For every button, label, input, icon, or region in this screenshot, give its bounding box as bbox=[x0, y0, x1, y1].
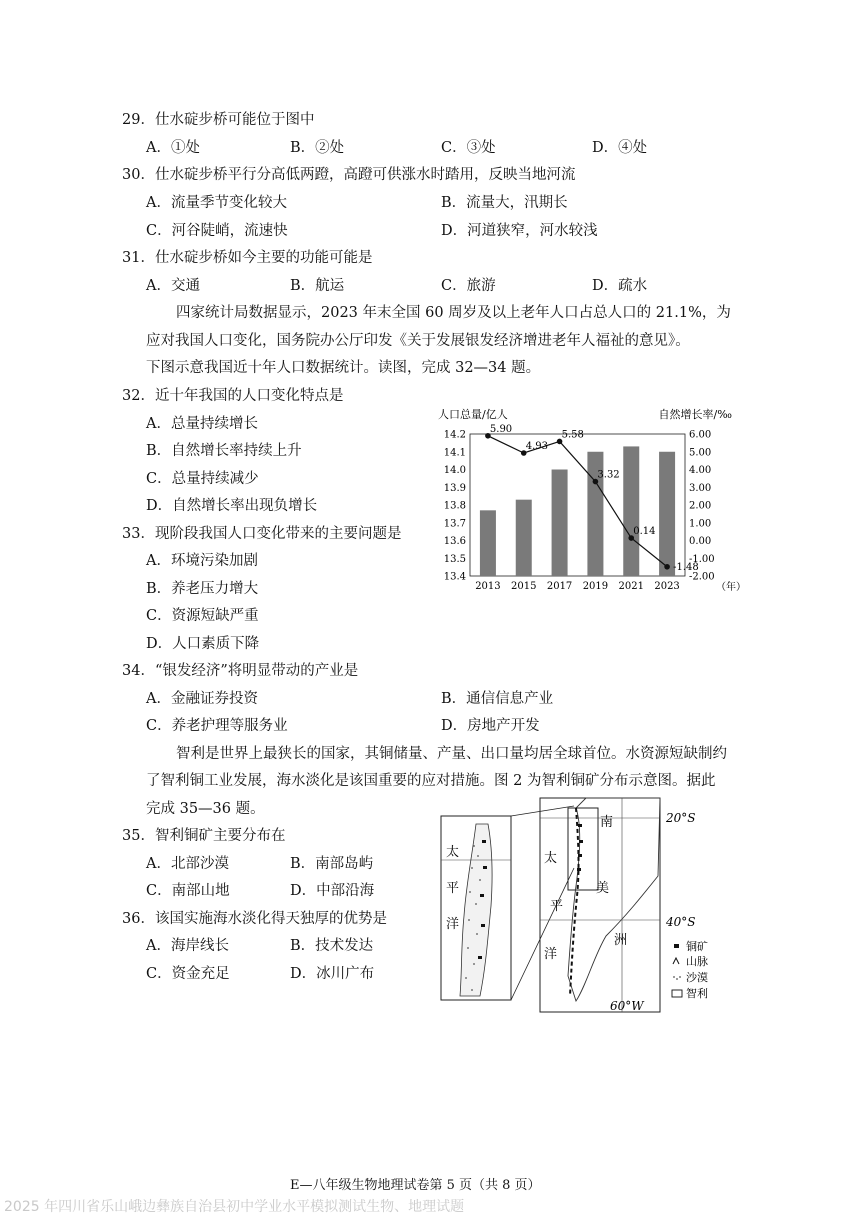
ocean-char-1: 太 bbox=[544, 851, 558, 866]
continent-char-3: 洲 bbox=[614, 933, 628, 948]
legend-chile-symbol bbox=[672, 990, 682, 997]
growth-rate-point bbox=[664, 564, 670, 570]
y2-tick-label: 3.00 bbox=[689, 482, 712, 494]
ocean-char-3: 洋 bbox=[544, 947, 558, 962]
y-tick-label: 13.6 bbox=[443, 536, 466, 547]
q34-option-d: D．房地产开发 bbox=[441, 718, 540, 734]
y-tick-label: 14.1 bbox=[443, 447, 466, 459]
growth-rate-label: 5.90 bbox=[489, 423, 513, 435]
growth-rate-label: 5.58 bbox=[561, 429, 584, 441]
growth-rate-label: 0.14 bbox=[633, 526, 656, 538]
legend-mountain-label: 山脉 bbox=[686, 955, 708, 968]
inset-connector-top bbox=[511, 806, 574, 816]
population-bar bbox=[623, 446, 639, 576]
q36-option-b: B．技术发达 bbox=[290, 938, 374, 954]
q35-option-d: D．中部沿海 bbox=[290, 883, 375, 899]
y2-tick-label: 6.00 bbox=[689, 429, 712, 441]
y2-tick-label: 0.00 bbox=[689, 536, 712, 547]
q33-option-b: B．养老压力增大 bbox=[146, 581, 259, 597]
inset-ocean-char-3: 洋 bbox=[446, 917, 460, 932]
q31-option-a: A．交通 bbox=[146, 278, 200, 294]
x-tick-label: 2013 bbox=[475, 581, 501, 592]
passage-2-line-2: 了智利铜工业发展，海水淡化是该国重要的应对措施。图 2 为智利铜矿分布示意图。据此 bbox=[146, 773, 716, 789]
x-tick-label: 2015 bbox=[511, 581, 537, 592]
inset-connector-bottom bbox=[511, 868, 574, 1000]
q29-option-b: B．②处 bbox=[290, 140, 345, 156]
ocean-char-2: 平 bbox=[550, 899, 564, 914]
y2-tick-label: 4.00 bbox=[689, 465, 712, 476]
legend-desert-label: 沙漠 bbox=[686, 971, 708, 984]
q32-option-b: B．自然增长率持续上升 bbox=[146, 443, 302, 459]
q35-option-b: B．南部岛屿 bbox=[290, 856, 374, 872]
continent-char-1: 南 bbox=[600, 815, 614, 830]
q34-option-c: C．养老护理等服务业 bbox=[146, 718, 288, 734]
chart-x-unit: （年） bbox=[716, 582, 746, 593]
watermark: 2025 年四川省乐山峨边彝族自治县初中学业水平模拟测试生物、地理试题 bbox=[4, 1199, 465, 1215]
legend-mountain-symbol bbox=[673, 958, 679, 964]
q29-option-c: C．③处 bbox=[441, 140, 496, 156]
y-tick-label: 13.5 bbox=[443, 553, 466, 565]
q29-option-a: A．①处 bbox=[146, 140, 200, 156]
y2-tick-label: 1.00 bbox=[689, 518, 712, 530]
q32-option-d: D．自然增长率出现负增长 bbox=[146, 498, 318, 514]
q36-option-a: A．海岸线长 bbox=[146, 938, 229, 954]
x-tick-label: 2021 bbox=[618, 581, 644, 592]
population-chart bbox=[430, 404, 746, 596]
q32-option-c: C．总量持续减少 bbox=[146, 471, 259, 487]
q29-option-d: D．④处 bbox=[592, 140, 648, 156]
passage-1-line-2: 应对我国人口变化，国务院办公厅印发《关于发展银发经济增进老年人福祉的意见》。 bbox=[146, 333, 690, 349]
inset-ocean-char-2: 平 bbox=[446, 881, 460, 896]
q35-option-c: C．南部山地 bbox=[146, 883, 230, 899]
population-bar bbox=[516, 500, 532, 576]
y-tick-label: 13.7 bbox=[443, 518, 466, 530]
passage-1-line-3: 下图示意我国近十年人口数据统计。读图，完成 32—34 题。 bbox=[146, 360, 541, 376]
q31-option-b: B．航运 bbox=[290, 278, 345, 294]
continent-char-2: 美 bbox=[596, 881, 610, 896]
y2-tick-label: 5.00 bbox=[689, 447, 712, 459]
q31-option-c: C．旅游 bbox=[441, 278, 496, 294]
y-tick-label: 14.2 bbox=[443, 429, 466, 441]
question-31-stem: 31．仕水碇步桥如今主要的功能可能是 bbox=[122, 250, 373, 266]
x-tick-label: 2019 bbox=[582, 581, 609, 592]
y-tick-label: 13.4 bbox=[443, 571, 466, 583]
question-35-stem: 35．智利铜矿主要分布在 bbox=[122, 828, 286, 844]
growth-rate-label: 3.32 bbox=[597, 469, 620, 481]
y2-tick-label: -1.00 bbox=[689, 553, 715, 565]
question-33-stem: 33．现阶段我国人口变化带来的主要问题是 bbox=[122, 526, 402, 542]
y-tick-label: 14.0 bbox=[443, 465, 466, 476]
growth-rate-line bbox=[488, 436, 667, 567]
x-tick-label: 2017 bbox=[546, 581, 573, 592]
population-bar bbox=[480, 510, 496, 576]
population-bar bbox=[552, 470, 568, 577]
lon-label: 60°W bbox=[610, 999, 644, 1013]
y-tick-label: 13.9 bbox=[443, 482, 466, 494]
legend-chile-label: 智利 bbox=[686, 987, 708, 1000]
population-bar bbox=[659, 452, 675, 576]
legend-copper-symbol bbox=[674, 944, 679, 948]
q31-option-d: D．疏水 bbox=[592, 278, 648, 294]
growth-rate-label: -1.48 bbox=[673, 561, 699, 573]
q30-option-c: C．河谷陡峭，流速快 bbox=[146, 223, 288, 239]
q33-option-d: D．人口素质下降 bbox=[146, 636, 260, 652]
q30-option-d: D．河道狭窄，河水较浅 bbox=[441, 223, 598, 239]
passage-2-line-1: 智利是世界上最狭长的国家，其铜储量、产量、出口量均居全球首位。水资源短缺制约 bbox=[176, 746, 727, 762]
q30-option-a: A．流量季节变化较大 bbox=[146, 195, 287, 211]
lat-label-top: 20°S bbox=[666, 811, 696, 825]
inset-land bbox=[460, 824, 492, 996]
page-footer: E—八年级生物地理试卷第 5 页（共 8 页） bbox=[290, 1178, 541, 1193]
q33-option-c: C．资源短缺严重 bbox=[146, 608, 259, 624]
passage-1-line-1: 四家统计局数据显示，2023 年末全国 60 周岁及以上老年人口占总人口的 21.1%，为 bbox=[176, 305, 731, 321]
chart-y-label: 人口总量/亿人 bbox=[438, 408, 508, 421]
y2-tick-label: 2.00 bbox=[689, 500, 712, 512]
lat-label-bottom: 40°S bbox=[666, 915, 696, 929]
q35-option-a: A．北部沙漠 bbox=[146, 856, 229, 872]
legend-desert-symbol bbox=[673, 976, 681, 980]
question-29-stem: 29．仕水碇步桥可能位于图中 bbox=[122, 112, 315, 128]
question-36-stem: 36．该国实施海水淡化得天独厚的优势是 bbox=[122, 911, 387, 927]
q33-option-a: A．环境污染加剧 bbox=[146, 553, 258, 569]
chile-copper-map bbox=[436, 796, 730, 1014]
south-america-outline bbox=[568, 798, 660, 1001]
question-32-stem: 32．近十年我国的人口变化特点是 bbox=[122, 388, 344, 404]
passage-2-line-3: 完成 35—36 题。 bbox=[146, 801, 265, 817]
detail-box bbox=[568, 808, 598, 890]
question-30-stem: 30．仕水碇步桥平行分高低两蹬，高蹬可供涨水时踏用，反映当地河流 bbox=[122, 167, 576, 183]
x-tick-label: 2023 bbox=[654, 581, 680, 592]
chart-y2-label: 自然增长率/‰ bbox=[658, 408, 732, 421]
question-34-stem: 34．“银发经济”将明显带动的产业是 bbox=[122, 663, 359, 679]
q34-option-b: B．通信信息产业 bbox=[441, 691, 554, 707]
legend-copper-label: 铜矿 bbox=[686, 940, 708, 953]
growth-rate-label: 4.93 bbox=[525, 440, 549, 452]
q30-option-b: B．流量大，汛期长 bbox=[441, 195, 568, 211]
q34-option-a: A．金融证券投资 bbox=[146, 691, 258, 707]
q32-option-a: A．总量持续增长 bbox=[146, 416, 258, 432]
inset-ocean-char-1: 太 bbox=[446, 845, 460, 860]
q36-option-c: C．资金充足 bbox=[146, 966, 230, 982]
q36-option-d: D．冰川广布 bbox=[290, 966, 375, 982]
y2-tick-label: -2.00 bbox=[689, 571, 715, 583]
y-tick-label: 13.8 bbox=[443, 500, 466, 512]
